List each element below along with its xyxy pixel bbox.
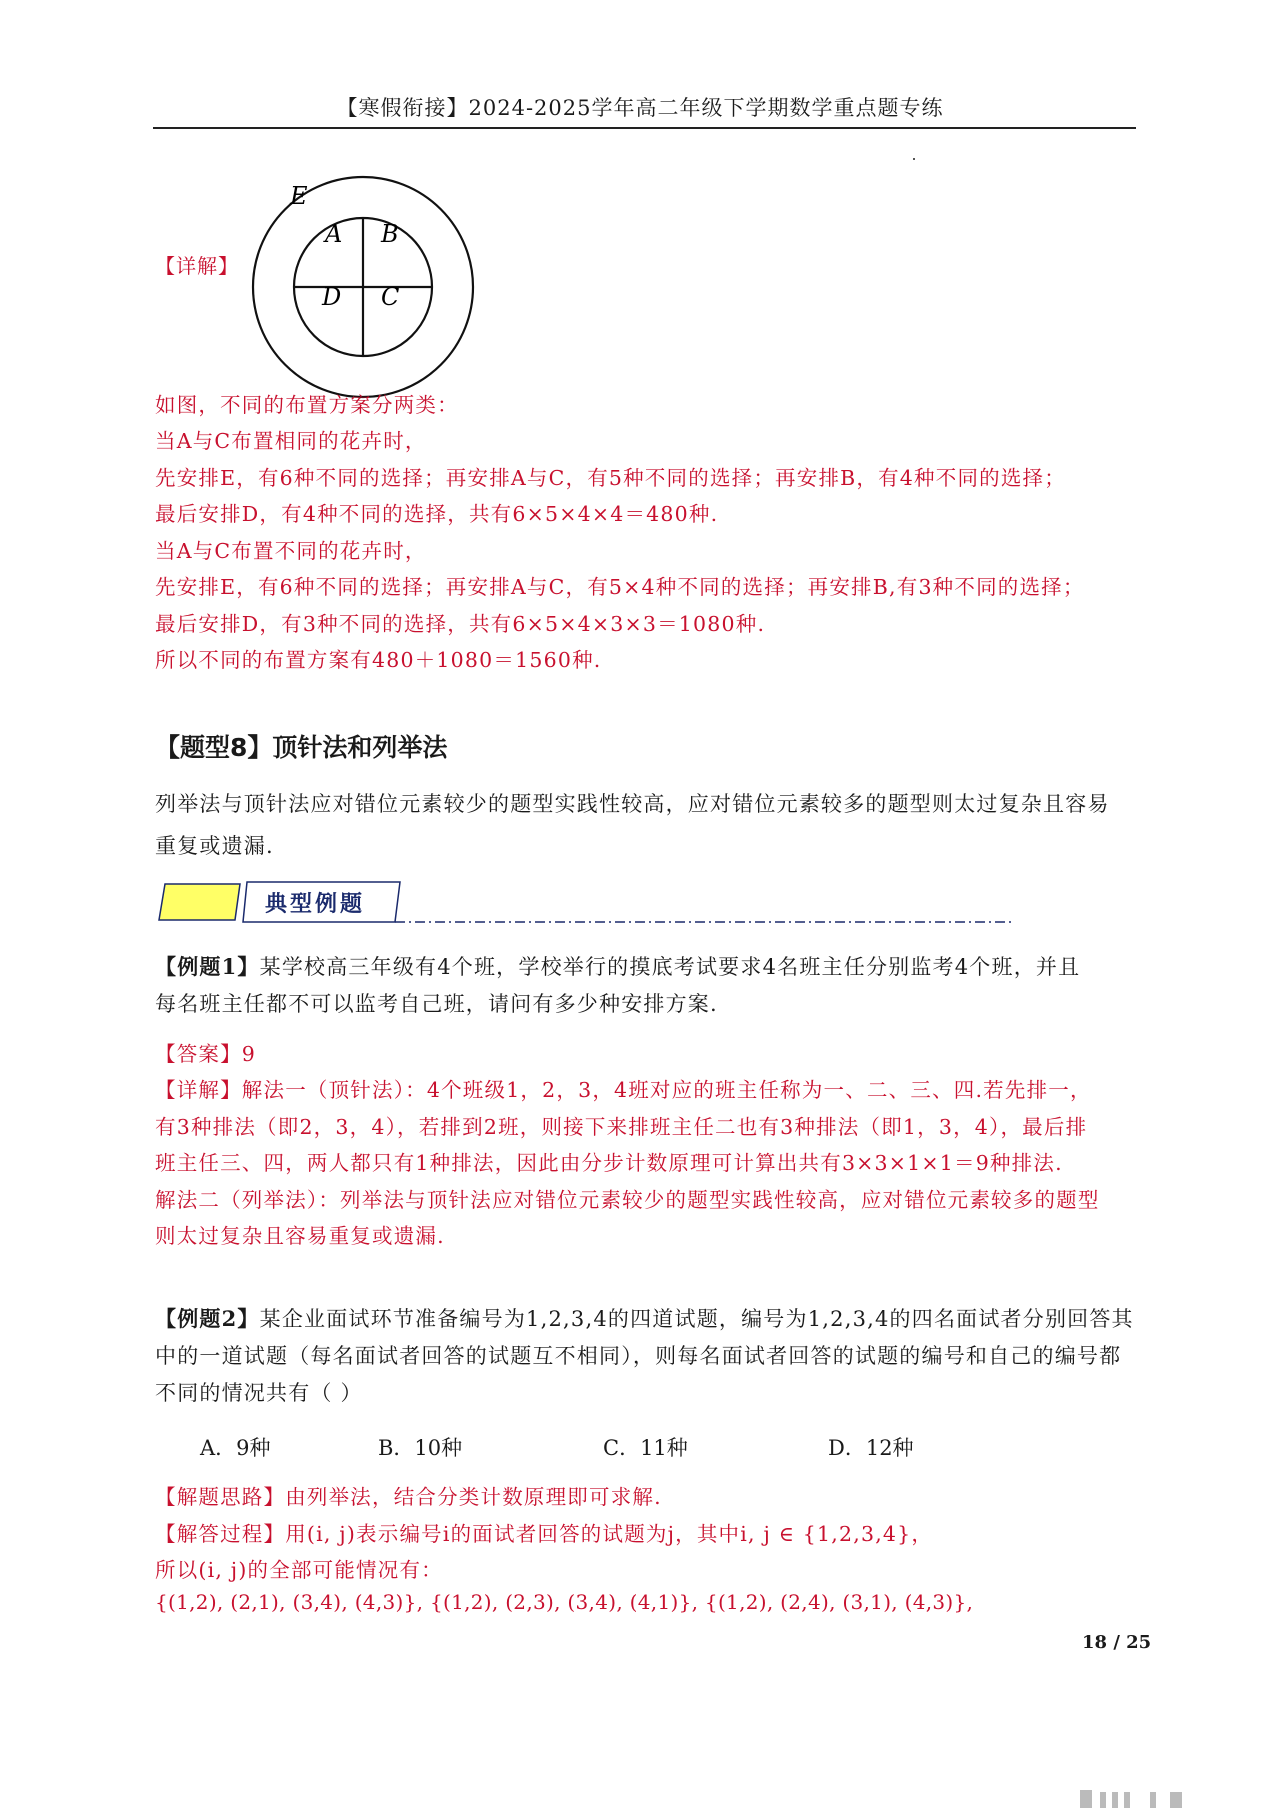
example2-question-line [155, 1303, 1134, 1333]
example2-hint: 【解题思路】由列举法，结合分类计数原理即可求解. [155, 1485, 662, 1509]
example1-detail-line: 有3种排法（即2，3，4），若排到2班，则接下来排班主任二也有3种排法（即1，3，4），最后排 [155, 1115, 1088, 1139]
example2-process-line: {(1,2), (2,1), (3,4), (4,3)}, {(1,2), (2,3), (3,4), (4,1)}, {(1,2), (2,4), (3,1), (4,3)}, [155, 1590, 974, 1614]
stray-mark [913, 158, 915, 160]
option-c: C．11种 [603, 1436, 688, 1460]
example2-question-line: 中的一道试题（每名面试者回答的试题互不相同），则每名面试者回答的试题的编号和自己的编号都 [155, 1344, 1122, 1368]
page-header-title: 【寒假衔接】2024-2025学年高二年级下学期数学重点题专练 [336, 96, 944, 120]
example2-question-text: 某企业面试环节准备编号为1,2,3,4的四道试题，编号为1,2,3,4的四名面试者分别回答其 [259, 1307, 1134, 1331]
solution-line: 所以不同的布置方案有480＋1080＝1560种. [155, 648, 602, 672]
page-number: 18 / 25 [1082, 1632, 1152, 1653]
section-intro-line: 列举法与顶针法应对错位元素较少的题型实践性较高，应对错位元素较多的题型则太过复杂且容易 [155, 792, 1110, 816]
region-d-label: D [322, 283, 342, 311]
region-a-label: A [325, 220, 343, 248]
solution-line: 先安排E，有6种不同的选择；再安排A与C，有5×4种不同的选择；再安排B,有3种不同的选择； [155, 575, 1085, 599]
banner-yellow-block [159, 884, 240, 920]
watermark-logo [1060, 1790, 1260, 1808]
example1-question-line: 每名班主任都不可以监考自己班，请问有多少种安排方案. [155, 992, 718, 1016]
example1-detail-line: 解法二（列举法）：列举法与顶针法应对错位元素较少的题型实践性较高，应对错位元素较多的题型 [155, 1188, 1100, 1212]
region-e-label: E [290, 182, 308, 210]
option-d: D．12种 [828, 1436, 914, 1460]
example2-process-line: 所以(i, j)的全部可能情况有： [155, 1558, 443, 1582]
solution-line: 如图，不同的布置方案分两类： [155, 393, 459, 417]
example1-detail-line: 则太过复杂且容易重复或遗漏. [155, 1224, 445, 1248]
solution-line: 先安排E，有6种不同的选择；再安排A与C，有5种不同的选择；再安排B，有4种不同的选择； [155, 466, 1066, 490]
region-c-label: C [381, 283, 400, 311]
example1-detail-line: 班主任三、四，两人都只有1种排法，因此由分步计数原理可计算出共有3×3×1×1＝9种排法. [155, 1151, 1063, 1175]
typical-example-banner [155, 880, 1015, 930]
example2-process-line: 【解答过程】用(i, j)表示编号i的面试者回答的试题为j，其中i, j ∈ {1,2,3,4}， [155, 1522, 934, 1546]
section-title: 【题型8】顶针法和列举法 [155, 733, 448, 762]
region-diagram [248, 172, 478, 402]
example1-question-line [155, 951, 1080, 981]
example1-answer: 【答案】9 [155, 1042, 257, 1066]
solution-line: 最后安排D，有3种不同的选择，共有6×5×4×3×3＝1080种. [155, 612, 766, 636]
solution-line: 当A与C布置相同的花卉时， [155, 429, 427, 453]
option-a: A．9种 [200, 1436, 271, 1460]
solution-line: 当A与C布置不同的花卉时， [155, 539, 427, 563]
example1-detail-line: 【详解】解法一（顶针法）：4个班级1，2，3，4班对应的班主任称为一、二、三、四.若先排一， [155, 1078, 1092, 1102]
example2-question-line: 不同的情况共有（ ） [155, 1381, 363, 1405]
header-divider [153, 127, 1136, 129]
section-intro-line: 重复或遗漏. [155, 834, 274, 858]
detail-label: 【详解】 [155, 254, 239, 278]
example1-label: 【例题1】 [155, 954, 260, 979]
solution-line: 最后安排D，有4种不同的选择，共有6×5×4×4＝480种. [155, 502, 719, 526]
option-b: B．10种 [378, 1436, 463, 1460]
banner-label: 典型例题 [265, 891, 366, 917]
example1-question-text: 某学校高三年级有4个班，学校举行的摸底考试要求4名班主任分别监考4个班，并且 [259, 955, 1081, 979]
example2-label: 【例题2】 [155, 1306, 260, 1331]
region-b-label: B [381, 220, 399, 248]
